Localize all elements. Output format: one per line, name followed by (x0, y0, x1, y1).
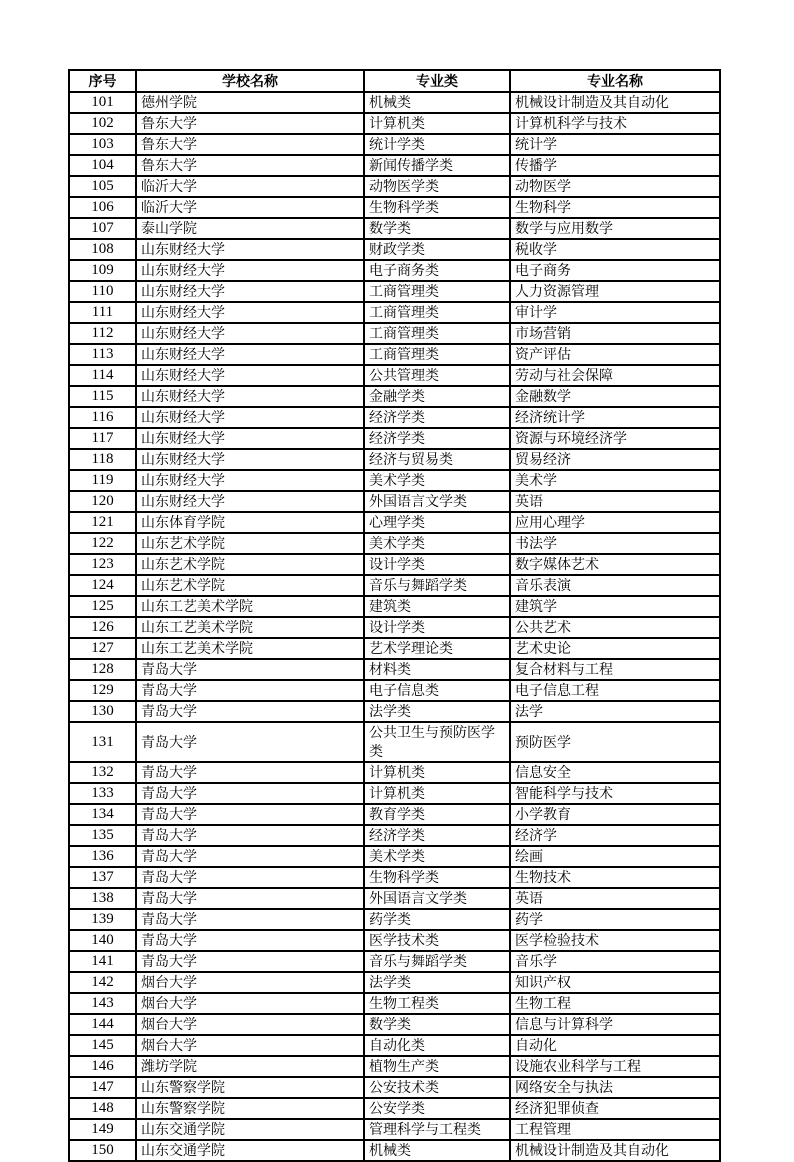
cell-major-category: 音乐与舞蹈学类 (364, 951, 510, 972)
table-row (69, 92, 720, 113)
cell-major-name: 金融数学 (510, 386, 720, 407)
cell-index: 125 (69, 596, 136, 617)
cell-major-name: 知识产权 (510, 972, 720, 993)
cell-major-name: 智能科学与技术 (510, 783, 720, 804)
cell-index: 124 (69, 575, 136, 596)
table-row (69, 825, 720, 846)
cell-major-name: 信息与计算科学 (510, 1014, 720, 1035)
table-row (69, 638, 720, 659)
cell-school-name: 山东艺术学院 (136, 554, 364, 575)
cell-school-name: 青岛大学 (136, 846, 364, 867)
cell-index: 123 (69, 554, 136, 575)
cell-major-name: 生物工程 (510, 993, 720, 1014)
table-row (69, 680, 720, 701)
cell-school-name: 泰山学院 (136, 218, 364, 239)
cell-major-category: 教育学类 (364, 804, 510, 825)
cell-school-name: 青岛大学 (136, 762, 364, 783)
cell-major-name: 英语 (510, 888, 720, 909)
cell-index: 120 (69, 491, 136, 512)
cell-school-name: 山东警察学院 (136, 1098, 364, 1119)
cell-major-name: 复合材料与工程 (510, 659, 720, 680)
table-row (69, 930, 720, 951)
table-row (69, 659, 720, 680)
cell-school-name: 临沂大学 (136, 176, 364, 197)
header-major-category: 专业类 (364, 70, 510, 92)
cell-major-category: 新闻传播学类 (364, 155, 510, 176)
cell-major-name: 劳动与社会保障 (510, 365, 720, 386)
cell-major-name: 医学检验技术 (510, 930, 720, 951)
cell-index: 148 (69, 1098, 136, 1119)
table-row (69, 323, 720, 344)
cell-index: 110 (69, 281, 136, 302)
table-row (69, 344, 720, 365)
cell-index: 116 (69, 407, 136, 428)
cell-index: 101 (69, 92, 136, 113)
cell-school-name: 青岛大学 (136, 680, 364, 701)
cell-major-name: 审计学 (510, 302, 720, 323)
cell-major-name: 经济统计学 (510, 407, 720, 428)
cell-major-category: 动物医学类 (364, 176, 510, 197)
cell-major-name: 应用心理学 (510, 512, 720, 533)
cell-major-category: 经济学类 (364, 407, 510, 428)
header-major-name: 专业名称 (510, 70, 720, 92)
table-row (69, 533, 720, 554)
cell-major-name: 电子信息工程 (510, 680, 720, 701)
cell-major-category: 经济学类 (364, 428, 510, 449)
table-row (69, 260, 720, 281)
cell-major-name: 自动化 (510, 1035, 720, 1056)
cell-school-name: 山东财经大学 (136, 365, 364, 386)
cell-major-name: 绘画 (510, 846, 720, 867)
cell-school-name: 烟台大学 (136, 993, 364, 1014)
cell-index: 149 (69, 1119, 136, 1140)
cell-major-category: 药学类 (364, 909, 510, 930)
cell-index: 108 (69, 239, 136, 260)
cell-major-category: 设计学类 (364, 554, 510, 575)
cell-school-name: 山东财经大学 (136, 386, 364, 407)
cell-major-category: 工商管理类 (364, 302, 510, 323)
cell-major-category: 美术学类 (364, 846, 510, 867)
table-row (69, 491, 720, 512)
table-row (69, 783, 720, 804)
cell-major-category: 外国语言文学类 (364, 888, 510, 909)
cell-index: 138 (69, 888, 136, 909)
cell-index: 133 (69, 783, 136, 804)
cell-index: 137 (69, 867, 136, 888)
cell-school-name: 山东财经大学 (136, 449, 364, 470)
cell-index: 134 (69, 804, 136, 825)
cell-index: 146 (69, 1056, 136, 1077)
cell-major-category: 公共管理类 (364, 365, 510, 386)
cell-index: 109 (69, 260, 136, 281)
cell-major-category: 生物工程类 (364, 993, 510, 1014)
table-row (69, 804, 720, 825)
cell-major-category: 生物科学类 (364, 867, 510, 888)
cell-major-category: 医学技术类 (364, 930, 510, 951)
cell-major-category: 美术学类 (364, 470, 510, 491)
cell-school-name: 青岛大学 (136, 804, 364, 825)
cell-major-name: 动物医学 (510, 176, 720, 197)
cell-major-name: 小学教育 (510, 804, 720, 825)
cell-school-name: 山东财经大学 (136, 428, 364, 449)
cell-index: 143 (69, 993, 136, 1014)
cell-major-name: 书法学 (510, 533, 720, 554)
cell-major-name: 税收学 (510, 239, 720, 260)
cell-major-name: 公共艺术 (510, 617, 720, 638)
table-row (69, 972, 720, 993)
cell-major-name: 设施农业科学与工程 (510, 1056, 720, 1077)
cell-school-name: 鲁东大学 (136, 134, 364, 155)
cell-school-name: 山东工艺美术学院 (136, 596, 364, 617)
table-row (69, 155, 720, 176)
table-row (69, 302, 720, 323)
cell-school-name: 青岛大学 (136, 888, 364, 909)
cell-major-category: 计算机类 (364, 113, 510, 134)
cell-major-category: 管理科学与工程类 (364, 1119, 510, 1140)
table-row (69, 407, 720, 428)
cell-school-name: 山东工艺美术学院 (136, 617, 364, 638)
cell-major-category: 机械类 (364, 1140, 510, 1161)
cell-major-name: 市场营销 (510, 323, 720, 344)
cell-major-category: 计算机类 (364, 783, 510, 804)
cell-major-name: 建筑学 (510, 596, 720, 617)
cell-school-name: 山东财经大学 (136, 302, 364, 323)
table-row (69, 1077, 720, 1098)
cell-school-name: 德州学院 (136, 92, 364, 113)
cell-index: 119 (69, 470, 136, 491)
table-row (69, 176, 720, 197)
cell-major-name: 统计学 (510, 134, 720, 155)
table-row (69, 762, 720, 783)
cell-major-category: 自动化类 (364, 1035, 510, 1056)
cell-school-name: 山东财经大学 (136, 491, 364, 512)
cell-index: 150 (69, 1140, 136, 1161)
cell-major-category: 法学类 (364, 701, 510, 722)
cell-school-name: 青岛大学 (136, 867, 364, 888)
table-row (69, 554, 720, 575)
table-row (69, 575, 720, 596)
cell-major-category: 金融学类 (364, 386, 510, 407)
cell-major-name: 美术学 (510, 470, 720, 491)
table-row (69, 134, 720, 155)
cell-school-name: 山东财经大学 (136, 260, 364, 281)
cell-major-category: 法学类 (364, 972, 510, 993)
cell-index: 104 (69, 155, 136, 176)
cell-school-name: 鲁东大学 (136, 155, 364, 176)
table-row (69, 365, 720, 386)
cell-school-name: 青岛大学 (136, 659, 364, 680)
table-row (69, 951, 720, 972)
cell-index: 112 (69, 323, 136, 344)
cell-school-name: 山东财经大学 (136, 470, 364, 491)
cell-major-category: 工商管理类 (364, 281, 510, 302)
cell-school-name: 潍坊学院 (136, 1056, 364, 1077)
cell-index: 111 (69, 302, 136, 323)
table-row (69, 386, 720, 407)
table-row (69, 281, 720, 302)
cell-school-name: 山东警察学院 (136, 1077, 364, 1098)
universities-majors-table (68, 69, 721, 1162)
cell-major-name: 机械设计制造及其自动化 (510, 1140, 720, 1161)
cell-major-name: 信息安全 (510, 762, 720, 783)
cell-major-category: 艺术学理论类 (364, 638, 510, 659)
cell-major-category: 公安学类 (364, 1098, 510, 1119)
cell-major-category: 电子商务类 (364, 260, 510, 281)
table-row (69, 993, 720, 1014)
table-row (69, 512, 720, 533)
cell-major-category: 工商管理类 (364, 344, 510, 365)
table-row (69, 888, 720, 909)
cell-index: 121 (69, 512, 136, 533)
cell-major-name: 资源与环境经济学 (510, 428, 720, 449)
cell-major-name: 音乐学 (510, 951, 720, 972)
cell-major-category: 经济学类 (364, 825, 510, 846)
cell-major-name: 生物科学 (510, 197, 720, 218)
cell-major-name: 预防医学 (510, 722, 720, 762)
cell-index: 107 (69, 218, 136, 239)
cell-major-category: 公共卫生与预防医学类 (364, 722, 510, 762)
table-row (69, 1014, 720, 1035)
cell-major-name: 生物技术 (510, 867, 720, 888)
cell-school-name: 青岛大学 (136, 783, 364, 804)
cell-index: 135 (69, 825, 136, 846)
cell-major-category: 电子信息类 (364, 680, 510, 701)
cell-major-name: 英语 (510, 491, 720, 512)
cell-major-category: 建筑类 (364, 596, 510, 617)
table-row (69, 867, 720, 888)
table-row (69, 1119, 720, 1140)
cell-index: 114 (69, 365, 136, 386)
cell-index: 106 (69, 197, 136, 218)
cell-index: 129 (69, 680, 136, 701)
header-school-name: 学校名称 (136, 70, 364, 92)
cell-major-name: 机械设计制造及其自动化 (510, 92, 720, 113)
cell-school-name: 青岛大学 (136, 722, 364, 762)
table-row (69, 722, 720, 762)
table-row (69, 909, 720, 930)
cell-school-name: 山东财经大学 (136, 344, 364, 365)
cell-major-name: 经济学 (510, 825, 720, 846)
table-row (69, 846, 720, 867)
table-header-row (69, 70, 720, 92)
cell-school-name: 鲁东大学 (136, 113, 364, 134)
table-row (69, 428, 720, 449)
cell-major-category: 数学类 (364, 218, 510, 239)
table-header (69, 70, 720, 92)
cell-major-category: 工商管理类 (364, 323, 510, 344)
cell-index: 126 (69, 617, 136, 638)
cell-major-name: 数字媒体艺术 (510, 554, 720, 575)
cell-index: 145 (69, 1035, 136, 1056)
cell-major-category: 设计学类 (364, 617, 510, 638)
cell-school-name: 山东交通学院 (136, 1119, 364, 1140)
cell-major-category: 材料类 (364, 659, 510, 680)
cell-major-name: 计算机科学与技术 (510, 113, 720, 134)
cell-school-name: 青岛大学 (136, 930, 364, 951)
cell-major-category: 生物科学类 (364, 197, 510, 218)
table-row (69, 470, 720, 491)
table-row (69, 596, 720, 617)
cell-index: 132 (69, 762, 136, 783)
cell-school-name: 青岛大学 (136, 909, 364, 930)
table-row (69, 239, 720, 260)
cell-school-name: 山东财经大学 (136, 281, 364, 302)
cell-index: 131 (69, 722, 136, 762)
cell-index: 127 (69, 638, 136, 659)
cell-school-name: 山东艺术学院 (136, 575, 364, 596)
cell-major-name: 资产评估 (510, 344, 720, 365)
cell-major-name: 音乐表演 (510, 575, 720, 596)
cell-school-name: 青岛大学 (136, 951, 364, 972)
table-row (69, 218, 720, 239)
cell-index: 139 (69, 909, 136, 930)
table-row (69, 1035, 720, 1056)
cell-index: 118 (69, 449, 136, 470)
cell-index: 113 (69, 344, 136, 365)
cell-school-name: 山东财经大学 (136, 239, 364, 260)
cell-major-name: 传播学 (510, 155, 720, 176)
cell-major-name: 法学 (510, 701, 720, 722)
cell-index: 141 (69, 951, 136, 972)
cell-school-name: 烟台大学 (136, 1014, 364, 1035)
cell-index: 128 (69, 659, 136, 680)
cell-index: 142 (69, 972, 136, 993)
cell-major-name: 人力资源管理 (510, 281, 720, 302)
cell-major-category: 经济与贸易类 (364, 449, 510, 470)
cell-major-name: 工程管理 (510, 1119, 720, 1140)
cell-major-category: 财政学类 (364, 239, 510, 260)
table-row (69, 113, 720, 134)
cell-index: 117 (69, 428, 136, 449)
table-row (69, 197, 720, 218)
cell-major-category: 心理学类 (364, 512, 510, 533)
cell-school-name: 山东财经大学 (136, 407, 364, 428)
table-row (69, 617, 720, 638)
cell-major-name: 经济犯罪侦查 (510, 1098, 720, 1119)
cell-major-name: 网络安全与执法 (510, 1077, 720, 1098)
cell-index: 144 (69, 1014, 136, 1035)
cell-major-category: 外国语言文学类 (364, 491, 510, 512)
cell-index: 122 (69, 533, 136, 554)
cell-school-name: 山东财经大学 (136, 323, 364, 344)
cell-school-name: 临沂大学 (136, 197, 364, 218)
cell-index: 130 (69, 701, 136, 722)
cell-school-name: 山东艺术学院 (136, 533, 364, 554)
cell-major-name: 数学与应用数学 (510, 218, 720, 239)
cell-index: 147 (69, 1077, 136, 1098)
cell-index: 105 (69, 176, 136, 197)
cell-major-category: 美术学类 (364, 533, 510, 554)
table-row (69, 1098, 720, 1119)
cell-major-category: 机械类 (364, 92, 510, 113)
cell-index: 103 (69, 134, 136, 155)
header-index: 序号 (69, 70, 136, 92)
cell-major-category: 计算机类 (364, 762, 510, 783)
cell-index: 115 (69, 386, 136, 407)
cell-school-name: 烟台大学 (136, 972, 364, 993)
cell-index: 136 (69, 846, 136, 867)
table-row (69, 701, 720, 722)
cell-major-name: 贸易经济 (510, 449, 720, 470)
cell-major-category: 统计学类 (364, 134, 510, 155)
cell-school-name: 山东体育学院 (136, 512, 364, 533)
cell-school-name: 烟台大学 (136, 1035, 364, 1056)
cell-major-category: 公安技术类 (364, 1077, 510, 1098)
cell-major-name: 艺术史论 (510, 638, 720, 659)
cell-major-category: 数学类 (364, 1014, 510, 1035)
cell-index: 102 (69, 113, 136, 134)
table-body (69, 92, 720, 1161)
table-row (69, 1056, 720, 1077)
cell-major-name: 电子商务 (510, 260, 720, 281)
cell-school-name: 青岛大学 (136, 825, 364, 846)
cell-major-name: 药学 (510, 909, 720, 930)
cell-school-name: 山东工艺美术学院 (136, 638, 364, 659)
table-row (69, 1140, 720, 1161)
table-row (69, 449, 720, 470)
cell-school-name: 山东交通学院 (136, 1140, 364, 1161)
cell-school-name: 青岛大学 (136, 701, 364, 722)
cell-index: 140 (69, 930, 136, 951)
cell-major-category: 音乐与舞蹈学类 (364, 575, 510, 596)
cell-major-category: 植物生产类 (364, 1056, 510, 1077)
